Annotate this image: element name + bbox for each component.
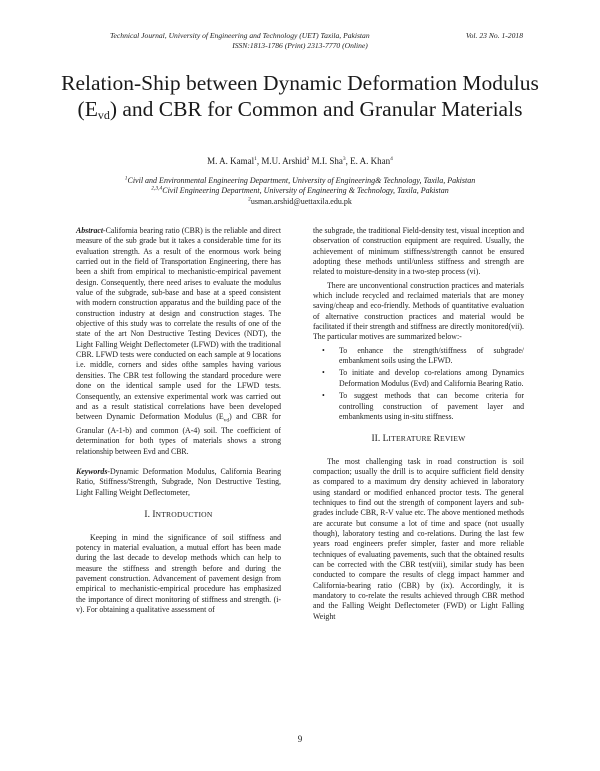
section-heading-literature-review: II. LITERATURE REVIEW bbox=[371, 434, 466, 445]
paper-title bbox=[40, 70, 560, 122]
abstract-paragraph: Abstract-California bearing ratio (CBR) is the reliable and direct measure of the sub grade but it takes a considerable time for its evaluation strength. As a result of the enormous work being carried out in the field of Transportation Engineering, there has been a shift from empirical to mechanistic-empirical pavement design. Consequently, there need arises to evaluate the modulus value of the subgrade, sub-base and base at a speed consistent with modern construction apparatus and the building pace of the construction industry at design and construction stages. The objective of this study was to correlate the results of one of the state of the art Non Destructive Testing Devices (NDT), the Light Falling Weight Deflectometer (LFWD) with the traditional CBR. LFWD tests were conducted on each sample at 9 locations i.e. middle, corners and sides ofthe samples having various densities. The CBR test following the standard procedure were done on the identical sample used for the LFWD tests. Consequently, an extensive experimental work was carried out and as a result statistical correlations have been developed between Dynamic Deformation Modulus $(E_{vd})$ and CBR for Granular (A-1-b) and common (A-4) soil. The coefficient of determination for both types of materials shows a strong relationship between Evd and CBR. bbox=[76, 226, 281, 456]
journal-volume: Vol. 23 No. 1-2018 bbox=[465, 31, 523, 40]
author-name: E. A. Khan bbox=[350, 156, 391, 166]
author-name: M.I. Sha bbox=[311, 156, 343, 166]
page-number: 9 bbox=[297, 734, 303, 744]
bullet-icon: • bbox=[322, 368, 325, 378]
literature-paragraph: The most challenging task in road construction is soil compaction; usually the drill is to acquire sufficient field density as compared to a maximum dry density achieved in laboratory using standard or modified enhanced proctor tests. The general techniques to find out the strength of component layers and sub-grades include CBR, R-V value etc. The above mentioned methods are accurate but consume a lot of time and space (not usually though), laboratory testing and co-relations. During the last few years road engineers prefer simpler, faster and more reliable techniques of evaluating pavements, such that the obtained results can be corrected with the CBR test(viii), similar study has been conducted to compare the results of clegg impact hammer and California-bearing ratio (CBR) by (ix). Accordingly, it is mandatory to co-relate the results achieved through CBR method and the Falling Weight Deflectometer (FWD) or Light Falling Weight bbox=[313, 456, 524, 621]
author-name: M.U. Arshid bbox=[261, 156, 307, 166]
author-email: $^2$usman.arshid@uettaxila.edu.pk bbox=[248, 196, 352, 206]
list-item: • To suggest methods that can become criteria for controlling construction of pavement layer and embankments using in-situ stiffness. bbox=[322, 391, 524, 421]
title-subscript: vd bbox=[97, 108, 110, 122]
bullet-icon: • bbox=[322, 391, 325, 401]
left-column bbox=[76, 226, 281, 615]
list-item: • To enhance the strength/stiffness of subgrade/ embankment soils using the LFWD. bbox=[322, 345, 524, 366]
intro-paragraph-continued: the subgrade, the traditional Field-density test, visual inception and observation of construction equipment are required. Usually, the achievement of minimum stiffness/strength cannot be ensured adopting these methods until/unless stiffness and strength are related to moisture-density in a two-step process (vi). bbox=[313, 226, 524, 277]
journal-header bbox=[70, 31, 530, 51]
objectives-list bbox=[313, 346, 524, 422]
keywords-paragraph: Keywords-Dynamic Deformation Modulus, California Bearing Ratio, Stiffness/Strength, Subgrade, Non Destructive Testing, Light Falling Weight Deflectometer, bbox=[76, 467, 281, 497]
title-part2: ) and CBR for Common and Granular Materials bbox=[109, 97, 523, 121]
list-item: • To initiate and develop co-relations among Dynamics Deformation Modulus (Evd) and California Bearing Ratio. bbox=[322, 368, 524, 388]
bullet-icon: • bbox=[322, 345, 325, 355]
intro-paragraph-2: There are unconventional construction practices and materials which include recycled and reclaimed materials that are money saving/cheap and eco-friendly. Methods of quantitative evaluation of alternative construction practices and material would be facilitated if their strength and stiffness are directly monitored(vii). The particular motives are summarized below:- bbox=[313, 280, 524, 342]
intro-paragraph: Keeping in mind the significance of soil stiffness and potency in material evaluation, a mutual effort has been made during the last decade to develop methods which can help to measure the stiffness and strength before and during the pavement construction. Advancement of pavement design from empirical to mechanistic-empirical procedure has emphasized the importance of direct monitoring of stiffness and strength. (i-v). For obtaining a qualitative assessment of bbox=[76, 532, 281, 614]
right-column bbox=[313, 226, 524, 622]
abstract-label: Abstract- bbox=[76, 226, 106, 235]
author-name: M. A. Kamal bbox=[207, 156, 255, 166]
journal-issn: ISSN:1813-1786 (Print) 2313-7770 (Online) bbox=[232, 41, 368, 50]
affiliation-line: $^1$Civil and Environmental Engineering Department, University of Engineering& Technology, Taxila, Pakistan bbox=[124, 175, 476, 185]
author-list: M. A. Kamal$^1$, M.U. Arshid$^2$ M.I. Sha$^3$, E. A. Khan$^4$ bbox=[207, 156, 393, 166]
keywords-label: Keywords- bbox=[76, 467, 110, 477]
title-part1: Relation-Ship between Dynamic Deformation Modulus (E bbox=[61, 71, 539, 121]
affiliations bbox=[40, 176, 560, 207]
affiliation-line: $^{2,3,4}$Civil Engineering Department, University of Engineering & Technology, Taxila, Pakistan bbox=[151, 185, 449, 196]
section-heading-introduction: I. INTRODUCTION bbox=[144, 510, 213, 521]
journal-name: Technical Journal, University of Engineering and Technology (UET) Taxila, Pakistan bbox=[110, 31, 370, 40]
